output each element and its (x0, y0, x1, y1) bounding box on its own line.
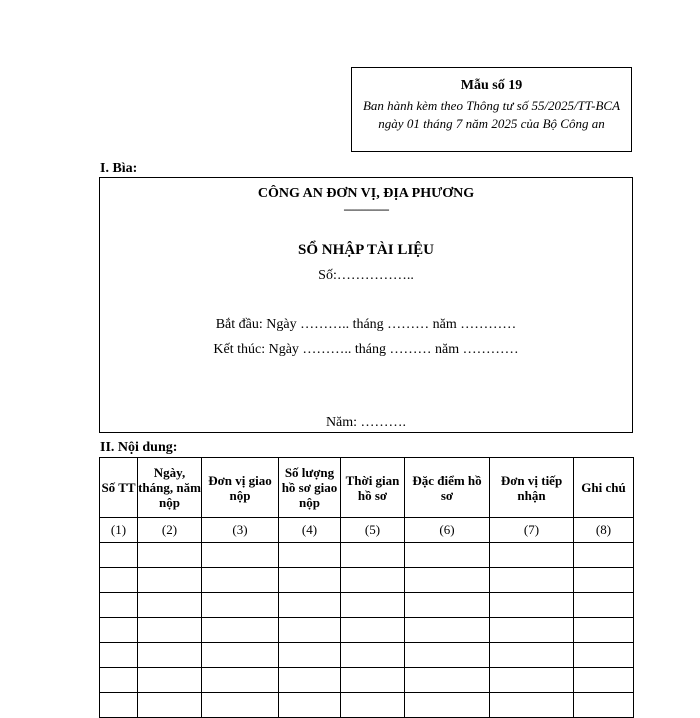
form-number-title: Mẫu số 19 (460, 78, 523, 93)
table-row (100, 693, 634, 718)
table-row (100, 543, 634, 568)
table-cell (405, 543, 490, 568)
table-cell (202, 543, 279, 568)
column-number: (2) (138, 518, 202, 543)
table-cell (574, 593, 634, 618)
table-cell (138, 643, 202, 668)
book-title: SỔ NHẬP TÀI LIỆU (297, 242, 434, 258)
column-number-row (100, 518, 634, 543)
table-cell (490, 643, 574, 668)
table-cell (405, 593, 490, 618)
table-cell (202, 693, 279, 718)
table-cell (100, 618, 138, 643)
column-number: (1) (100, 518, 138, 543)
table-cell (490, 618, 574, 643)
table-cell (490, 693, 574, 718)
column-number: (5) (341, 518, 405, 543)
table-row (100, 618, 634, 643)
column-number: (3) (202, 518, 279, 543)
table-cell (341, 668, 405, 693)
table-cell (100, 668, 138, 693)
table-cell (138, 693, 202, 718)
book-number: Số:…………….. (318, 268, 414, 283)
table-cell (138, 543, 202, 568)
table-cell (138, 593, 202, 618)
table-cell (405, 568, 490, 593)
column-header-file-count: Số lượng hồ sơ giao nộp (279, 458, 341, 518)
table-row (100, 643, 634, 668)
table-cell (405, 693, 490, 718)
table-cell (100, 543, 138, 568)
column-header-index: Số TT (100, 458, 138, 518)
divider-line: --------------- (343, 202, 389, 216)
column-header-date: Ngày, tháng, năm nộp (138, 458, 202, 518)
table-cell (405, 668, 490, 693)
end-date: Kết thúc: Ngày ……….. tháng ……… năm ………… (213, 342, 519, 357)
table-cell (100, 693, 138, 718)
table-cell (341, 568, 405, 593)
column-header-file-features: Đặc điểm hồ sơ (405, 458, 490, 518)
table-cell (405, 643, 490, 668)
table-cell (138, 568, 202, 593)
table-cell (279, 618, 341, 643)
table-cell (341, 593, 405, 618)
table-cell (279, 643, 341, 668)
start-date: Bắt đầu: Ngày ……….. tháng ……… năm ………… (215, 317, 517, 332)
table-row (100, 568, 634, 593)
table-cell (279, 568, 341, 593)
table-cell (202, 618, 279, 643)
column-number: (8) (574, 518, 634, 543)
table-cell (100, 568, 138, 593)
column-header-receiving-unit: Đơn vị tiếp nhận (490, 458, 574, 518)
table-row (100, 668, 634, 693)
table-cell (405, 618, 490, 643)
column-number: (7) (490, 518, 574, 543)
cover-year: Năm: ………. (325, 415, 407, 430)
table-cell (341, 543, 405, 568)
table-cell (574, 668, 634, 693)
cover-box (99, 177, 633, 433)
table-cell (574, 643, 634, 668)
table-cell (279, 543, 341, 568)
table-cell (574, 568, 634, 593)
column-header-notes: Ghi chú (574, 458, 634, 518)
table-cell (341, 693, 405, 718)
table-cell (202, 568, 279, 593)
table-cell (202, 643, 279, 668)
table-cell (138, 618, 202, 643)
table-cell (341, 643, 405, 668)
table-cell (341, 618, 405, 643)
document-log-table (99, 457, 634, 718)
table-cell (279, 668, 341, 693)
table-cell (202, 668, 279, 693)
table-cell (574, 618, 634, 643)
table-cell (138, 668, 202, 693)
table-cell (279, 593, 341, 618)
table-row (100, 593, 634, 618)
form-number-box (351, 67, 632, 152)
table-cell (490, 568, 574, 593)
content-section-label: II. Nội dung: (100, 440, 178, 455)
table-cell (490, 593, 574, 618)
column-number: (4) (279, 518, 341, 543)
table-cell (574, 543, 634, 568)
organization-name: CÔNG AN ĐƠN VỊ, ĐỊA PHƯƠNG (257, 186, 475, 201)
table-cell (490, 668, 574, 693)
column-number: (6) (405, 518, 490, 543)
table-cell (100, 593, 138, 618)
column-header-file-period: Thời gian hồ sơ (341, 458, 405, 518)
table-cell (279, 693, 341, 718)
table-header-row (100, 458, 634, 518)
column-header-submitting-unit: Đơn vị giao nộp (202, 458, 279, 518)
form-issuance-note: Ban hành kèm theo Thông tư số 55/2025/TT-BCA ngày 01 tháng 7 năm 2025 của Bộ Công an (362, 98, 621, 131)
table-cell (100, 643, 138, 668)
table-cell (490, 543, 574, 568)
table-cell (202, 593, 279, 618)
table-cell (574, 693, 634, 718)
cover-section-label: I. Bìa: (100, 161, 138, 176)
